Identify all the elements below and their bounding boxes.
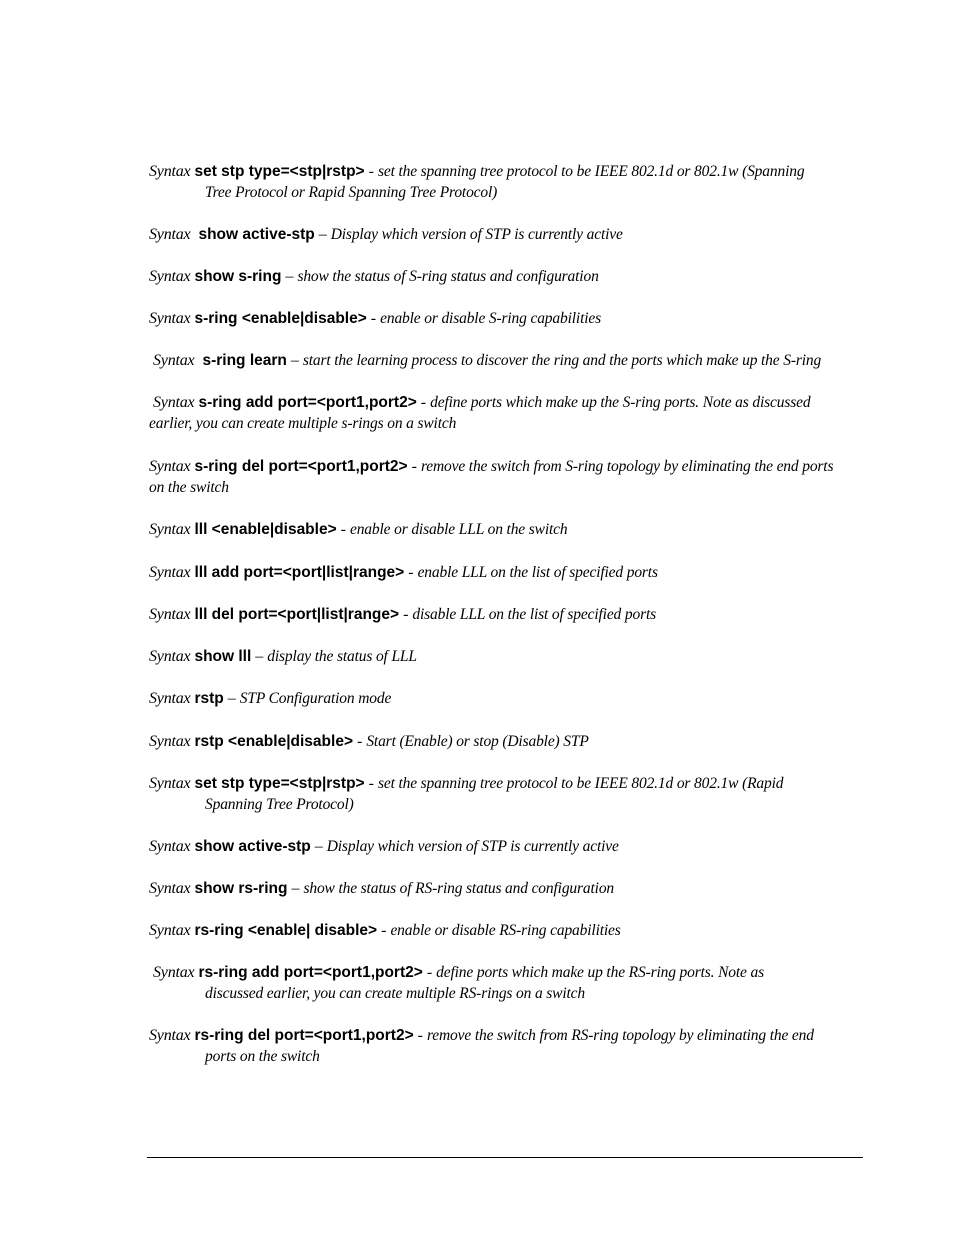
syntax-label: Syntax: [149, 521, 191, 538]
syntax-label: Syntax: [153, 394, 195, 411]
syntax-label: Syntax: [149, 226, 191, 243]
command: rstp: [194, 690, 224, 707]
description-continued: ports on the switch: [205, 1048, 320, 1065]
description-continued: Tree Protocol or Rapid Spanning Tree Protocol): [205, 184, 498, 201]
command: set stp type=<stp|rstp>: [194, 163, 365, 180]
syntax-label: Syntax: [149, 458, 191, 475]
separator: -: [404, 564, 418, 581]
entry-show-active-stp-1: [149, 224, 863, 245]
entry-s-ring-enable: [149, 308, 863, 329]
entry-show-s-ring: [149, 266, 863, 287]
separator: -: [407, 458, 421, 475]
description-continued: discussed earlier, you can create multiple RS-rings on a switch: [205, 985, 586, 1002]
syntax-label: Syntax: [149, 690, 191, 707]
description: show the status of RS-ring status and configuration: [303, 880, 615, 897]
description: STP Configuration mode: [239, 690, 392, 707]
separator: -: [416, 394, 431, 411]
separator: -: [399, 606, 413, 623]
entry-s-ring-del-port: [149, 456, 863, 498]
command: show rs-ring: [194, 880, 288, 897]
entry-set-stp-type-2: [149, 773, 863, 815]
syntax-label: Syntax: [149, 733, 191, 750]
command: s-ring del port=<port1,port2>: [194, 458, 408, 475]
description-continued: Spanning Tree Protocol): [205, 796, 354, 813]
footer-divider: [147, 1157, 863, 1158]
command: s-ring <enable|disable>: [194, 310, 367, 327]
entry-show-lll: [149, 646, 863, 667]
separator: -: [353, 733, 367, 750]
description: display the status of LLL: [267, 648, 417, 665]
separator: –: [281, 268, 298, 285]
description: Display which version of STP is currently active: [330, 226, 623, 243]
syntax-label: Syntax: [149, 648, 191, 665]
description: remove the switch from S-ring topology by eliminating the end ports: [420, 458, 834, 475]
entry-rstp: [149, 688, 863, 709]
separator: –: [223, 690, 240, 707]
separator: –: [310, 838, 327, 855]
command: s-ring add port=<port1,port2>: [198, 394, 417, 411]
syntax-label: Syntax: [149, 880, 191, 897]
syntax-label: Syntax: [149, 163, 191, 180]
description: enable or disable LLL on the switch: [349, 521, 568, 538]
command: lll del port=<port|list|range>: [194, 606, 400, 623]
command: lll <enable|disable>: [194, 521, 337, 538]
entry-rs-ring-enable: [149, 920, 863, 941]
description: set the spanning tree protocol to be IEEE 802.1d or 802.1w (Spanning: [377, 163, 805, 180]
entry-s-ring-learn: [153, 350, 867, 371]
separator: -: [366, 310, 381, 327]
syntax-label: Syntax: [149, 1027, 191, 1044]
separator: –: [287, 880, 304, 897]
description: define ports which make up the RS-ring ports. Note as: [436, 964, 764, 981]
syntax-label: Syntax: [149, 310, 191, 327]
entry-set-stp-type-1: [149, 161, 863, 203]
command: rstp <enable|disable>: [194, 733, 353, 750]
description: Display which version of STP is currently active: [326, 838, 619, 855]
command: lll add port=<port|list|range>: [194, 564, 405, 581]
entry-rs-ring-del-port: [149, 1025, 863, 1067]
command: rs-ring del port=<port1,port2>: [194, 1027, 414, 1044]
separator: –: [314, 226, 331, 243]
syntax-label: Syntax: [149, 606, 191, 623]
command: s-ring learn: [202, 352, 287, 369]
separator: -: [364, 163, 378, 180]
syntax-label: Syntax: [149, 922, 191, 939]
separator: -: [336, 521, 350, 538]
description: enable or disable S-ring capabilities: [380, 310, 602, 327]
syntax-label: Syntax: [153, 352, 195, 369]
separator: -: [413, 1027, 427, 1044]
command: show s-ring: [194, 268, 282, 285]
command: rs-ring add port=<port1,port2>: [198, 964, 423, 981]
entry-rstp-enable: [149, 731, 863, 752]
command: rs-ring <enable| disable>: [194, 922, 378, 939]
syntax-label: Syntax: [153, 964, 195, 981]
entry-show-rs-ring: [149, 878, 863, 899]
description: enable LLL on the list of specified ports: [417, 564, 658, 581]
description-continued: on the switch: [149, 479, 229, 496]
syntax-label: Syntax: [149, 838, 191, 855]
command: show active-stp: [198, 226, 315, 243]
separator: -: [422, 964, 437, 981]
description: enable or disable RS-ring capabilities: [390, 922, 621, 939]
separator: –: [286, 352, 303, 369]
description: disable LLL on the list of specified ports: [412, 606, 656, 623]
description: Start (Enable) or stop (Disable) STP: [366, 733, 589, 750]
syntax-label: Syntax: [149, 775, 191, 792]
entry-lll-enable: [149, 519, 863, 540]
command: show lll: [194, 648, 252, 665]
entry-lll-del-port: [149, 604, 863, 625]
description: define ports which make up the S-ring ports. Note as discussed: [430, 394, 811, 411]
separator: -: [364, 775, 378, 792]
description: remove the switch from RS-ring topology by eliminating the end: [426, 1027, 814, 1044]
entry-s-ring-add-port: [149, 392, 863, 434]
description-continued: earlier, you can create multiple s-rings on a switch: [149, 415, 457, 432]
description: show the status of S-ring status and configuration: [297, 268, 599, 285]
entry-show-active-stp-2: [149, 836, 863, 857]
entry-rs-ring-add-port: [153, 962, 863, 1004]
syntax-label: Syntax: [149, 268, 191, 285]
command: show active-stp: [194, 838, 311, 855]
command: set stp type=<stp|rstp>: [194, 775, 365, 792]
syntax-label: Syntax: [149, 564, 191, 581]
entry-lll-add-port: [149, 562, 863, 583]
description: start the learning process to discover the ring and the ports which make up the S-ring: [302, 352, 822, 369]
separator: –: [251, 648, 268, 665]
separator: -: [377, 922, 391, 939]
description: set the spanning tree protocol to be IEEE 802.1d or 802.1w (Rapid: [377, 775, 784, 792]
